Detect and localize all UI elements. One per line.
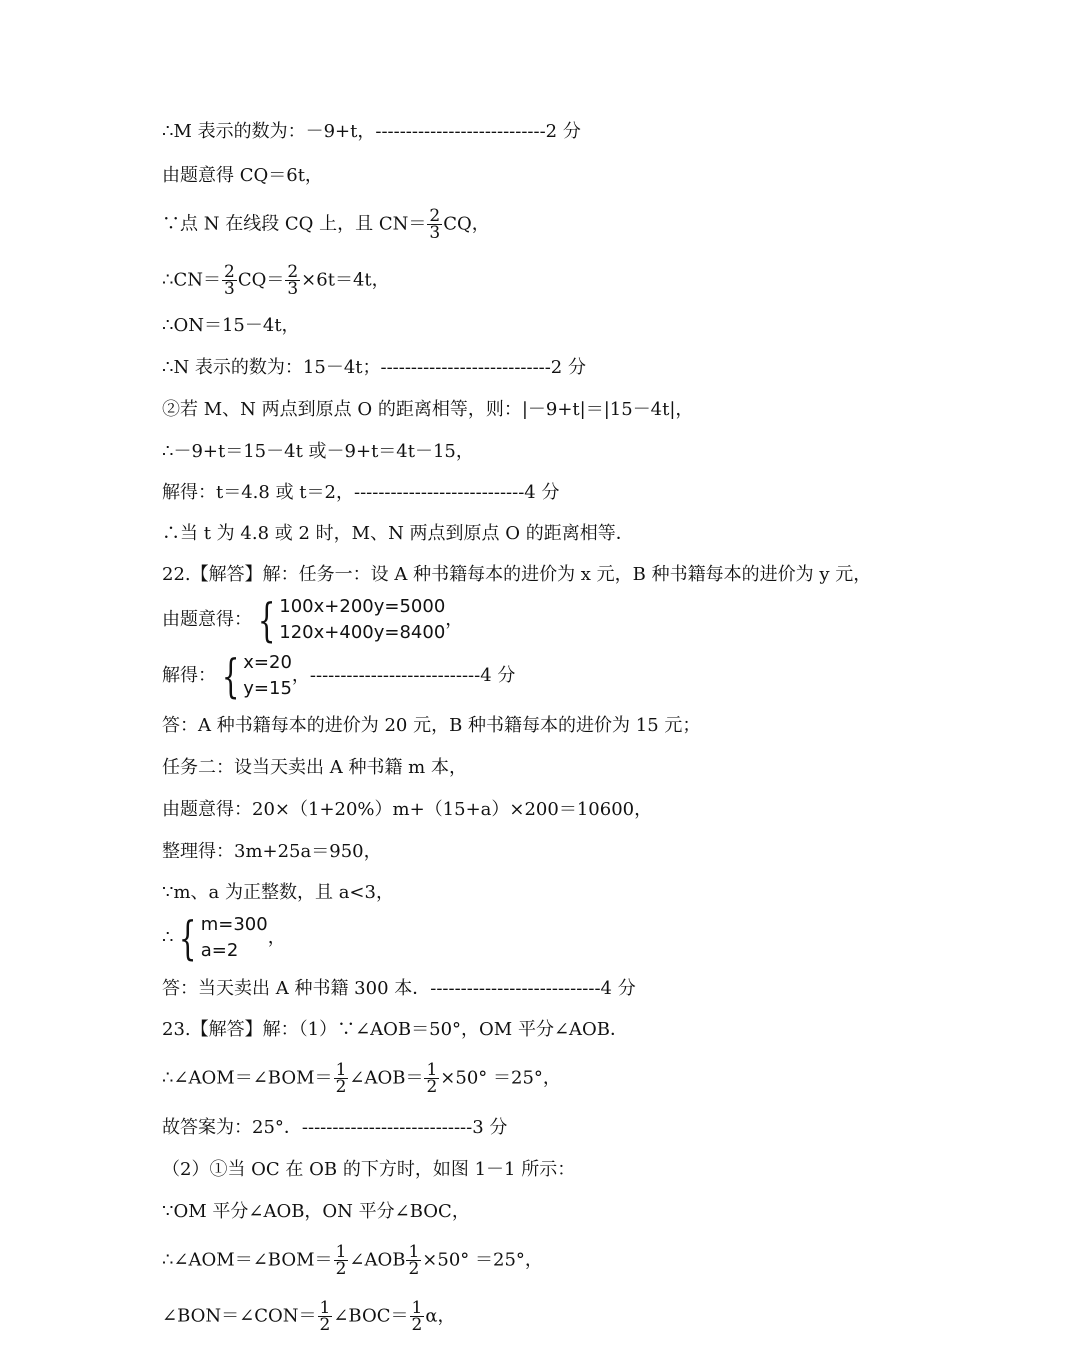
line-task-2: 任务二：设当天卖出 A 种书籍 m 本，: [162, 757, 467, 778]
left-brace-icon: {: [179, 911, 197, 965]
line-equation-task-2: 由题意得：20×（1+20%）m+（15+a）×200＝10600，: [162, 799, 653, 820]
line-system-3: ∴ { m=300 a=2 ，: [162, 911, 286, 965]
line-equations: ∴－9+t＝15－4t 或－9+t＝4t－15，: [162, 441, 474, 462]
line-bon: ∠BON＝∠CON＝ $\frac{1}{2}$ ∠BOC＝ $\frac{1}{2}$ α，: [162, 1298, 456, 1335]
fraction-two-thirds: $\frac{2}{3}$: [287, 262, 299, 299]
fraction-one-half: $\frac{1}{2}$: [411, 1298, 423, 1335]
line-q22-header: 22.【解答】解：任务一：设 A 种书籍每本的进价为 x 元，B 种书籍每本的进价为 y 元，: [162, 564, 872, 585]
line-system-2: 解得： { x=20 y=15 ，----------------------------4 分: [162, 649, 516, 703]
line-distance-equal: ②若 M、N 两点到原点 O 的距离相等，则：|－9+t|＝|15－4t|，: [162, 399, 694, 420]
text: ∵点 N 在线段 CQ 上，且 CN＝: [162, 213, 427, 235]
line-n-on-cq: [162, 208, 490, 241]
left-brace-icon: {: [257, 593, 276, 647]
solution-system: { x=20 y=15: [221, 649, 292, 703]
line-conclusion: ∴当 t 为 4.8 或 2 时，M、N 两点到原点 O 的距离相等．: [162, 523, 634, 544]
equation-system: { 100x+200y=5000 120x+400y=8400: [257, 593, 446, 647]
fraction-two-thirds: $\frac{2}{3}$: [429, 206, 441, 243]
line-cq: 由题意得 CQ＝6t，: [162, 165, 323, 186]
fraction-one-half: $\frac{1}{2}$: [335, 1242, 347, 1279]
line-aom-2: ∴∠AOM＝∠BOM＝ $\frac{1}{2}$ ∠AOB $\frac{1}{2}$ ×50° ＝25°，: [162, 1242, 543, 1279]
line-answer-2: 答：当天卖出 A 种书籍 300 本．----------------------------4 分: [162, 978, 636, 999]
solution-system: { m=300 a=2: [179, 911, 268, 965]
line-m-value: ∴M 表示的数为：－9+t，----------------------------2 分: [162, 121, 581, 142]
line-cn: ∴CN＝ $\frac{2}{3}$ CQ＝ $\frac{2}{3}$ ×6t＝4t，: [162, 262, 390, 299]
line-system-1: 由题意得： { 100x+200y=5000 120x+400y=8400 ，: [162, 593, 464, 647]
line-solutions: 解得：t＝4.8 或 t＝2，----------------------------4 分: [162, 482, 560, 503]
text: CQ，: [443, 213, 490, 235]
fraction-one-half: $\frac{1}{2}$: [319, 1298, 331, 1335]
fraction-one-half: $\frac{1}{2}$: [408, 1242, 420, 1279]
fraction-two-thirds: $\frac{2}{3}$: [223, 262, 235, 299]
line-q23-header: 23.【解答】解：（1）∵∠AOB＝50°，OM 平分∠AOB．: [162, 1019, 629, 1040]
line-bisectors: ∵OM 平分∠AOB，ON 平分∠BOC，: [162, 1201, 470, 1222]
line-n-value: ∴N 表示的数为：15－4t；----------------------------2 分: [162, 357, 586, 378]
fraction-one-half: $\frac{1}{2}$: [426, 1060, 438, 1097]
line-integer-condition: ∵m、a 为正整数，且 a<3，: [162, 882, 394, 903]
fraction-one-half: $\frac{1}{2}$: [335, 1060, 347, 1097]
line-aom: ∴∠AOM＝∠BOM＝ $\frac{1}{2}$ ∠AOB＝ $\frac{1}{2}$ ×50° ＝25°，: [162, 1060, 561, 1097]
line-answer-1: 答：A 种书籍每本的进价为 20 元，B 种书籍每本的进价为 15 元；: [162, 715, 701, 736]
left-brace-icon: {: [221, 649, 240, 703]
line-part-2: （2）①当 OC 在 OB 的下方时，如图 1－1 所示：: [162, 1159, 576, 1180]
line-answer-3: 故答案为：25°．----------------------------3 分: [162, 1117, 508, 1138]
line-simplify: 整理得：3m+25a＝950，: [162, 841, 382, 862]
line-on: ∴ON＝15－4t，: [162, 315, 300, 336]
